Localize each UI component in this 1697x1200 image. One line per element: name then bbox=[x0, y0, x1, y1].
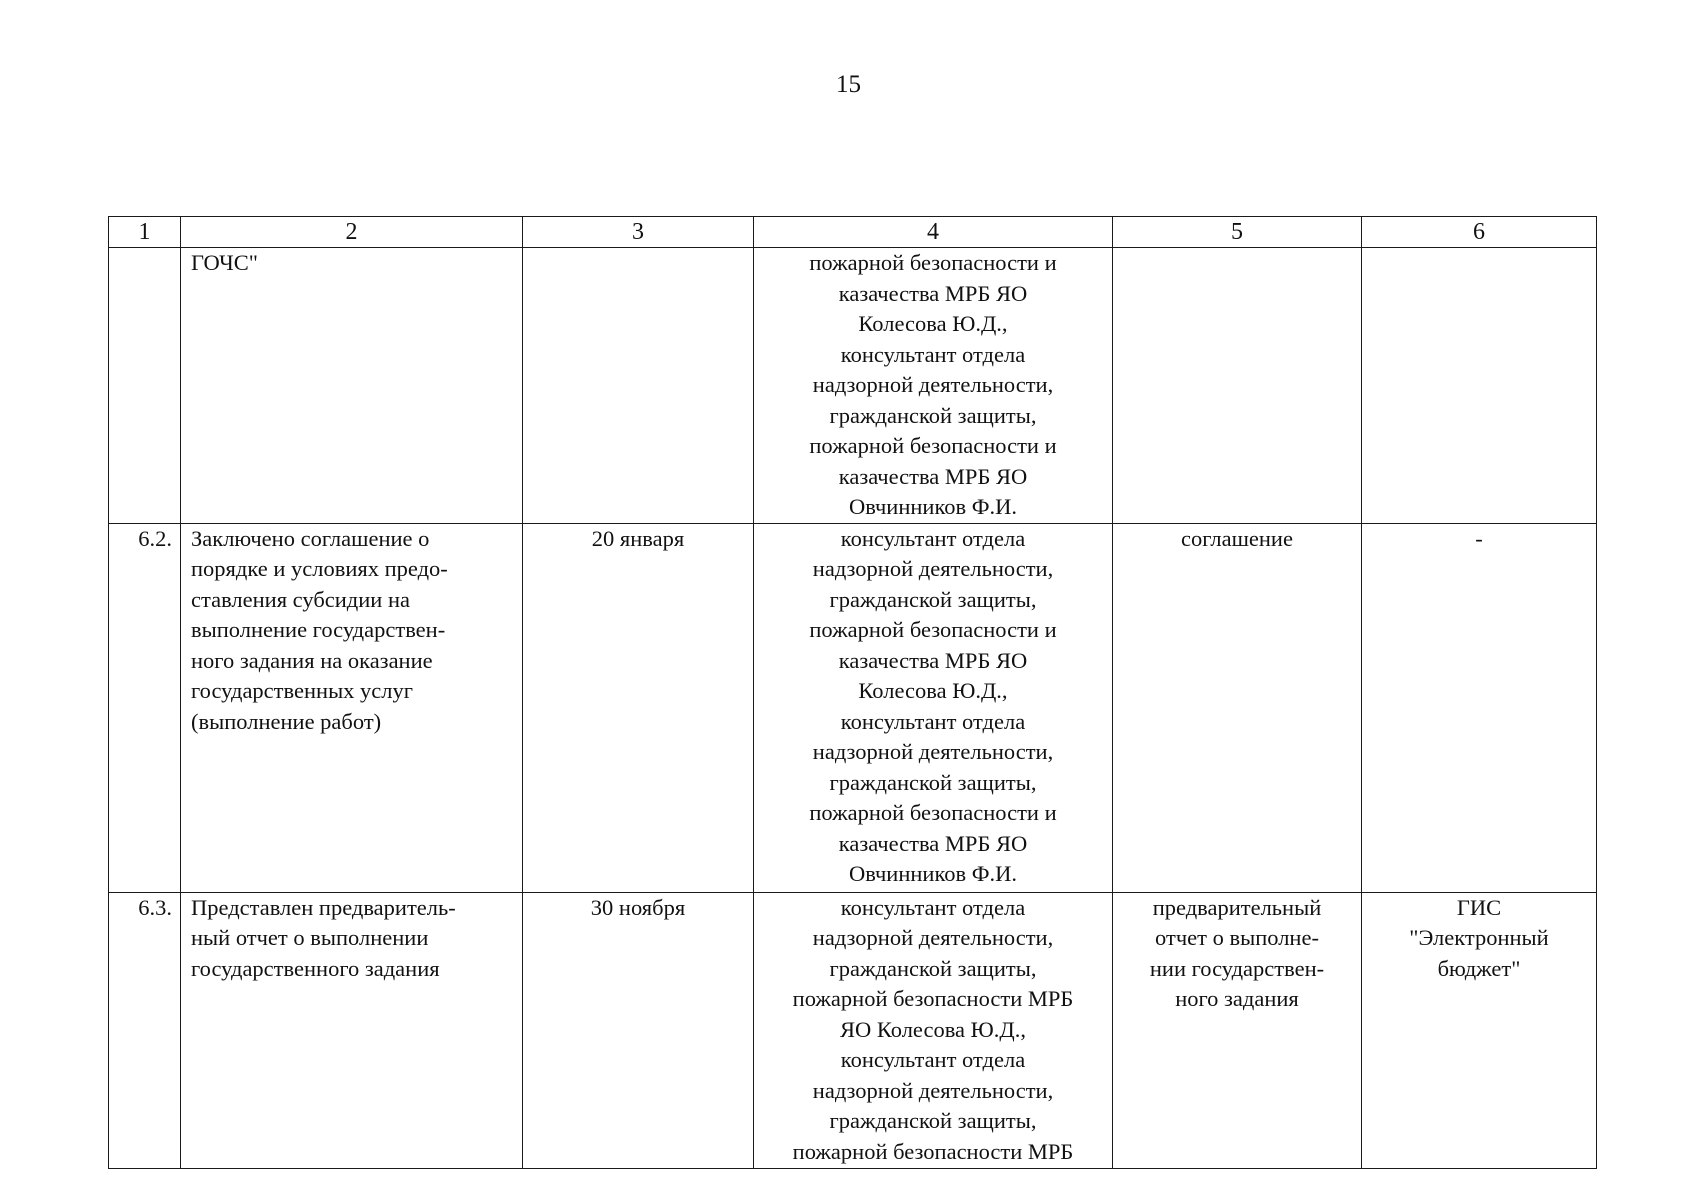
date-cell: 30 ноября bbox=[523, 892, 754, 1168]
result-line: отчет о выполне- bbox=[1155, 925, 1319, 950]
page-number: 15 bbox=[836, 71, 861, 98]
responsible-line: консультант отдела bbox=[840, 341, 1026, 367]
column-header-1: 1 bbox=[109, 217, 181, 248]
event-line: Представлен предваритель- bbox=[191, 894, 456, 920]
event-line: ный отчет о выполнении bbox=[191, 925, 429, 950]
result-cell bbox=[1113, 892, 1362, 1168]
system-line: бюджет" bbox=[1437, 955, 1521, 981]
responsible-line: ЯО Колесова Ю.Д., bbox=[839, 1016, 1027, 1042]
table-row bbox=[109, 523, 1597, 892]
column-header-5: 5 bbox=[1113, 217, 1362, 248]
responsible-line: Овчинников Ф.И. bbox=[848, 494, 1018, 519]
responsible-line: пожарной безопасности МРБ bbox=[792, 1138, 1074, 1164]
responsible-line: пожарной безопасности и bbox=[809, 800, 1057, 825]
event-line: государственного задания bbox=[191, 955, 440, 981]
document-table bbox=[108, 216, 1597, 1169]
result-line: нии государствен- bbox=[1149, 955, 1325, 981]
responsible-line: консультант отдела bbox=[840, 1047, 1026, 1072]
event-line: государственных услуг bbox=[191, 678, 414, 703]
responsible-line: Колесова Ю.Д., bbox=[858, 678, 1008, 703]
result-line: ного задания bbox=[1175, 986, 1299, 1011]
responsible-line: гражданской защиты, bbox=[829, 769, 1037, 795]
responsible-line: гражданской защиты, bbox=[829, 586, 1037, 612]
date-cell: 20 января bbox=[523, 523, 754, 892]
responsible-line: казачества МРБ ЯО bbox=[838, 647, 1028, 673]
event-line: (выполнение работ) bbox=[191, 708, 382, 734]
system-cell bbox=[1362, 892, 1597, 1168]
responsible-line: надзорной деятельности, bbox=[812, 739, 1054, 764]
responsible-line: пожарной безопасности МРБ bbox=[792, 986, 1074, 1011]
system-cell bbox=[1362, 248, 1597, 524]
system-line: "Электронный bbox=[1409, 925, 1549, 950]
responsible-line: пожарной безопасности и bbox=[809, 617, 1057, 642]
column-header-2: 2 bbox=[181, 217, 523, 248]
responsible-line: пожарной безопасности и bbox=[809, 250, 1057, 275]
table-row bbox=[109, 892, 1597, 1168]
responsible-line: гражданской защиты, bbox=[829, 1108, 1037, 1133]
event-cell bbox=[181, 523, 523, 892]
column-header-3: 3 bbox=[523, 217, 754, 248]
responsible-line: казачества МРБ ЯО bbox=[838, 830, 1028, 856]
result-cell bbox=[1113, 248, 1362, 524]
table-row bbox=[109, 248, 1597, 524]
system-line: - bbox=[1475, 525, 1483, 551]
event-line: Заключено соглашение о bbox=[191, 525, 430, 551]
responsible-line: Овчинников Ф.И. bbox=[848, 861, 1018, 886]
responsible-line: надзорной деятельности, bbox=[812, 1077, 1054, 1103]
system-cell bbox=[1362, 523, 1597, 892]
event-line: ного задания на оказание bbox=[191, 647, 433, 673]
system-line: ГИС bbox=[1456, 894, 1502, 920]
result-line: соглашение bbox=[1181, 525, 1293, 551]
event-cell bbox=[181, 892, 523, 1168]
responsible-line: надзорной деятельности, bbox=[812, 372, 1054, 397]
responsible-line: консультант отдела bbox=[840, 708, 1026, 734]
row-number-cell bbox=[109, 248, 181, 524]
responsible-cell bbox=[754, 248, 1113, 524]
event-line: порядке и условиях предо- bbox=[191, 556, 448, 581]
responsible-line: гражданской защиты, bbox=[829, 402, 1037, 428]
event-line: выполнение государствен- bbox=[191, 617, 446, 642]
responsible-line: пожарной безопасности и bbox=[809, 433, 1057, 458]
responsible-line: консультант отдела bbox=[840, 525, 1026, 551]
result-line: предварительный bbox=[1152, 894, 1322, 920]
event-cell bbox=[181, 248, 523, 524]
row-number-cell: 6.2. bbox=[109, 523, 181, 892]
responsible-line: казачества МРБ ЯО bbox=[838, 463, 1028, 489]
row-number-cell: 6.3. bbox=[109, 892, 181, 1168]
responsible-line: надзорной деятельности, bbox=[812, 925, 1054, 950]
responsible-cell bbox=[754, 523, 1113, 892]
responsible-line: казачества МРБ ЯО bbox=[838, 280, 1028, 306]
table-header-row bbox=[109, 217, 1597, 248]
responsible-line: гражданской защиты, bbox=[829, 955, 1037, 981]
responsible-cell bbox=[754, 892, 1113, 1168]
column-header-4: 4 bbox=[754, 217, 1113, 248]
responsible-line: надзорной деятельности, bbox=[812, 556, 1054, 581]
result-cell bbox=[1113, 523, 1362, 892]
column-header-6: 6 bbox=[1362, 217, 1597, 248]
event-line: ГОЧС" bbox=[191, 250, 258, 275]
event-line: ставления субсидии на bbox=[191, 586, 410, 612]
responsible-line: консультант отдела bbox=[840, 894, 1026, 920]
date-cell bbox=[523, 248, 754, 524]
responsible-line: Колесова Ю.Д., bbox=[858, 311, 1008, 336]
